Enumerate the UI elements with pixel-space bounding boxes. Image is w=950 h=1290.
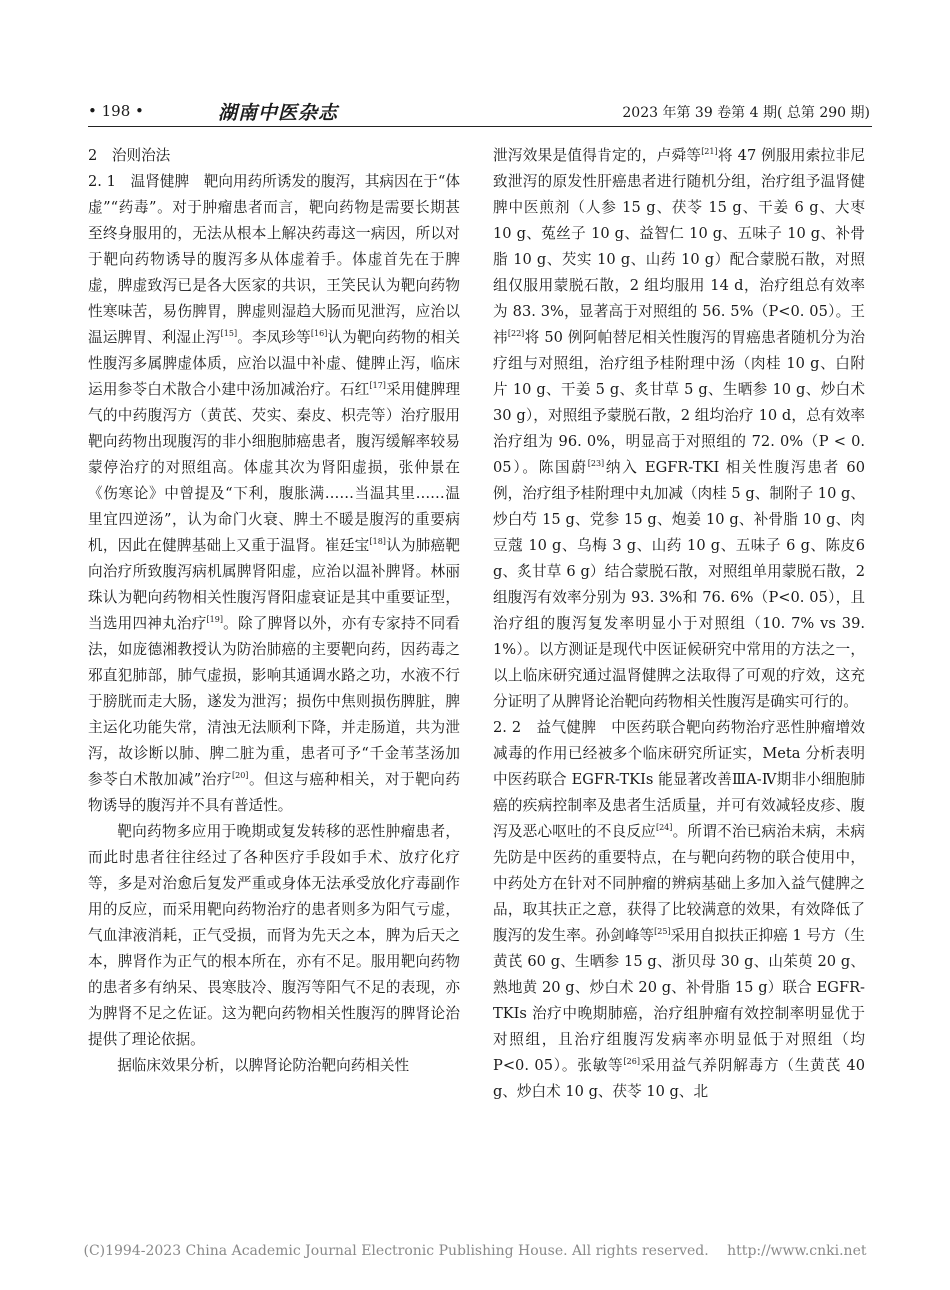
citation[interactable]: [16] — [310, 329, 328, 339]
paragraph-text: 。所谓不治已病治未病，未病先防是中医药的重要特点，在与靶向药物的联合使用中，中药处方在针对不同肿瘤的辨病基础上多加入益气健脾之品，取其扶正之意，获得了比较满意的效果，有效降低了腹泻的发生率。孙剑峰等 — [493, 823, 865, 944]
citation[interactable]: [22] — [507, 329, 525, 339]
citation[interactable]: [21] — [701, 147, 718, 157]
paragraph-text: 认为肺癌靶向治疗所致腹泻病机属脾肾阳虚，应治以温补脾肾。林丽珠认为靶向药物相关性腹泻肾阳虚衰证是其中重要证型，当选用四神丸治疗 — [88, 537, 460, 632]
paragraph-text: 泄泻效果是值得肯定的，卢舜等 — [493, 147, 702, 164]
subsection-label: 2. 1 温肾健脾 — [88, 173, 190, 190]
paragraph: 据临床效果分析，以脾肾论防治靶向药相关性 — [117, 1057, 410, 1074]
page-header — [88, 98, 870, 128]
paragraph-text: 采用自拟扶正抑癌 1 号方（生黄芪 60 g、生晒参 15 g、浙贝母 30 g、山茱萸 20 g、熟地黄 20 g、炒白术 20 g、补骨脂 15 g）联合 EGFR-TKIs 治疗中晚期肺癌，治疗组肿瘤有效控制率明显优于对照组，且治疗组腹泻发病率亦明显低于对照组（均 P<0. 05）。张敏等 — [493, 927, 865, 1074]
paragraph-text: 。除了脾肾以外，亦有专家持不同看法，如庞德湘教授认为防治肺癌的主要靶向药，因药毒之邪直犯肺部，肺气虚损，影响其通调水路之功，水液不行于膀胱而走大肠，遂发为泄泻；损伤中焦则损伤脾脏，脾主运化功能失常，清浊无法顺利下降，并走肠道，共为泄泻，故诊断以肺、脾二脏为重，患者可予“千金苇茎汤加参苓白术散加减”治疗 — [88, 615, 460, 788]
subsection-2-2 — [493, 715, 865, 1105]
citation[interactable]: [18] — [369, 537, 386, 547]
paragraph-text: 将 50 例阿帕替尼相关性腹泻的胃癌患者随机分为治疗组与对照组，治疗组予桂附理中汤（肉桂 10 g、白附片 10 g、干姜 5 g、炙甘草 5 g、生晒参 10 g、炒白术 30 g），对照组予蒙脱石散，2 组均治疗 10 d，总有效率治疗组为 96. 0%，明显高于对照组的 72. 0%（P < 0. 05）。陈国蔚 — [493, 329, 865, 476]
citation[interactable]: [20] — [232, 771, 249, 781]
paragraph-text: 中医药联合靶向药物治疗恶性肿瘤增效减毒的作用已经被多个临床研究所证实，Meta 分析表明中医药联合 EGFR-TKIs 能显著改善ⅢA-Ⅳ期非小细胞肺癌的疾病控制率及患者生活质量，并可有效减轻皮疹、腹泻及恶心呕吐的不良反应 — [493, 719, 865, 840]
header-rule — [88, 126, 872, 127]
paragraph-text: 。但这与癌种相关，对于靶向药物诱导的腹泻并不具有普适性。 — [88, 771, 460, 814]
citation[interactable]: [19] — [206, 615, 223, 625]
citation[interactable]: [25] — [654, 927, 671, 937]
paragraph-text: 认为靶向药物的相关性腹泻多属脾虚体质，应治以温中补虚、健脾止泻，临床运用参苓白术散合小建中汤加减治疗。石红 — [88, 329, 460, 398]
copyright-footer: (C)1994-2023 China Academic Journal Electronic Publishing House. All rights reserved. http://www.cnki.net — [83, 1243, 867, 1259]
paragraph-text: 。李凤珍等 — [237, 329, 311, 346]
paragraph-text: 将 47 例服用索拉非尼致泄泻的原发性肝癌患者进行随机分组，治疗组予温肾健脾中医煎剂（人参 15 g、茯苓 15 g、干姜 6 g、大枣 10 g、菟丝子 10 g、益智仁 10 g、五味子 10 g、补骨脂 10 g、芡实 10 g、山药 10 g）配合蒙脱石散，对照组仅服用蒙脱石散，2 组均服用 14 d，治疗组总有效率为 83. 3%，显著高于对照组的 56. 5%（P<0. 05）。王祎 — [493, 147, 865, 346]
subsection-2-1 — [88, 169, 460, 819]
citation[interactable]: [15] — [220, 329, 238, 339]
citation[interactable]: [26] — [623, 1057, 640, 1067]
section-heading: 2 治则治法 — [88, 147, 171, 164]
paragraph-text: 采用健脾理气的中药腹泻方（黄芪、芡实、秦皮、枳壳等）治疗服用靶向药物出现腹泻的非小细胞肺癌患者，腹泻缓解率较易蒙停治疗的对照组高。体虚其次为肾阳虚损，张仲景在《伤寒论》中曾提及“下利，腹胀满……当温其里……温里宜四逆汤”，认为命门火衰、脾土不暖是腹泻的重要病机，因此在健脾基础上又重于温肾。崔廷宝 — [88, 381, 460, 554]
right-column — [493, 143, 865, 1105]
page-number: • 198 • — [88, 102, 144, 120]
paragraph-text: 纳入 EGFR-TKI 相关性腹泻患者 60 例，治疗组予桂附理中丸加减（肉桂 5 g、制附子 10 g、炒白芍 15 g、党参 15 g、炮姜 10 g、补骨脂 10 g、肉豆蔻 10 g、乌梅 3 g、山药 10 g、五味子 6 g、陈皮6 g、炙甘草 6 g）结合蒙脱石散，对照组单用蒙脱石散，2 组腹泻有效率分别为 93. 3%和 76. 6%（P<0. 05），且治疗组的腹泻复发率明显小于对照组（10. 7% vs 39. 1%）。以方测证是现代中医证候研究中常用的方法之一，以上临床研究通过温肾健脾之法取得了可观的疗效，这充分证明了从脾肾论治靶向药物相关性腹泻是确实可行的。 — [493, 459, 865, 710]
issue-info: 2023 年第 39 卷第 4 期( 总第 290 期) — [622, 105, 870, 121]
citation[interactable]: [23] — [587, 459, 605, 469]
paragraph: 靶向药物多应用于晚期或复发转移的恶性肿瘤患者，而此时患者往往经过了各种医疗手段如手术、放疗化疗等，多是对治愈后复发严重或身体无法承受放化疗毒副作用的反应，而采用靶向药物治疗的患者则多为阳气亏虚，气血津液消耗，正气受损，而肾为先天之本，脾为后天之本，脾肾作为正气的根本所在，亦有不足。服用靶向药物的患者多有纳呆、畏寒肢冷、腹泻等阳气不足的表现，亦为脾肾不足之佐证。这为靶向药物相关性腹泻的脾肾论治提供了理论依据。 — [88, 823, 460, 1048]
journal-name: 湖南中医杂志 — [218, 102, 339, 124]
left-column — [88, 143, 460, 1079]
paragraph — [493, 143, 865, 715]
paragraph-text: 采用益气养阴解毒方（生黄芪 40 g、炒白术 10 g、茯苓 10 g、北 — [493, 1057, 865, 1100]
citation[interactable]: [17] — [369, 381, 386, 391]
subsection-label: 2. 2 益气健脾 — [493, 719, 597, 736]
paragraph-text: 靶向用药所诱发的腹泻，其病因在于“体虚”“药毒”。对于肿瘤患者而言，靶向药物是需要长期甚至终身服用的，无法从根本上解决药毒这一病因，所以对于靶向药物诱导的腹泻多从体虚着手。体虚首先在于脾虚，脾虚致泻已是各大医家的共识，王笑民认为靶向药物性寒味苦，易伤脾胃，脾虚则湿趋大肠而见泄泻，应治以温运脾胃、利湿止泻 — [88, 173, 460, 346]
citation[interactable]: [24] — [655, 823, 673, 833]
